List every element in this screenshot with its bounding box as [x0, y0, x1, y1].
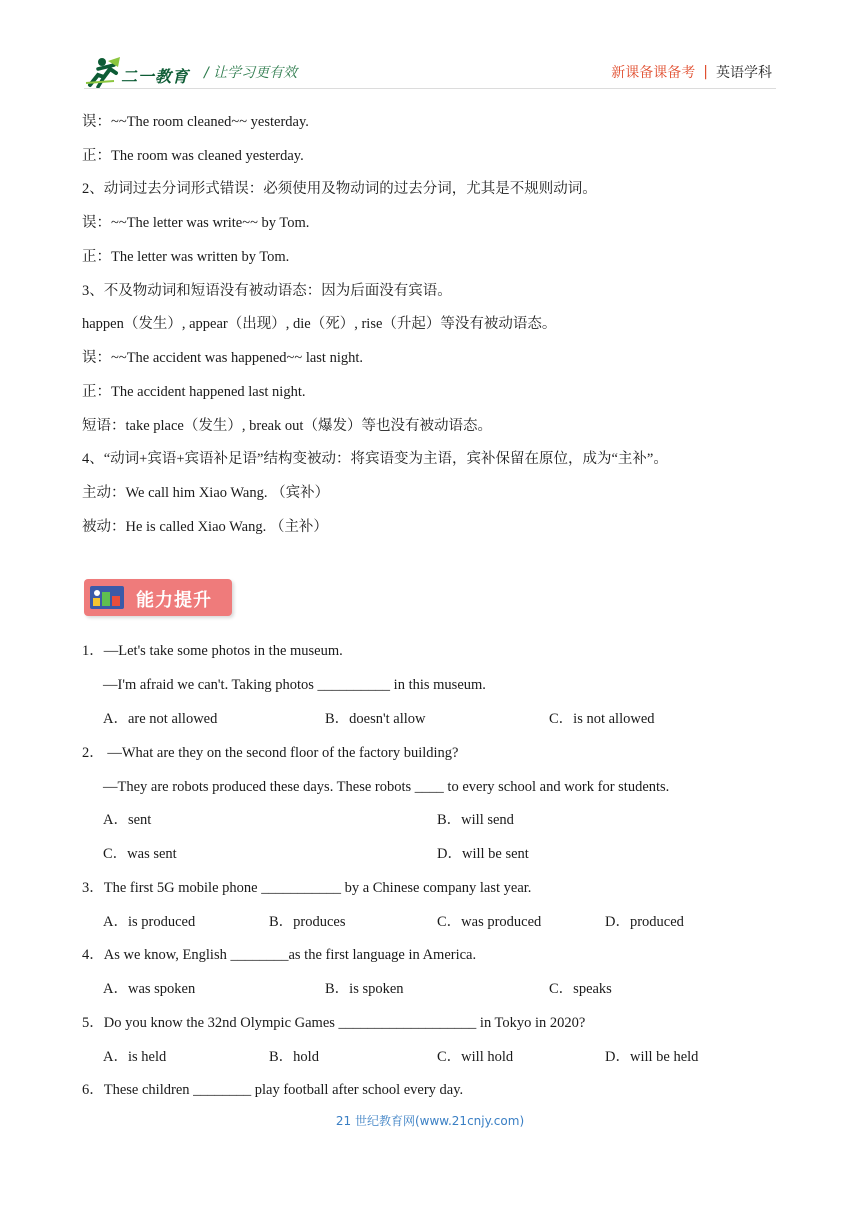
question-4-option-a: A．was spoken — [103, 981, 196, 997]
question-2-option-c: C．was sent — [103, 846, 177, 862]
question-3-stem: 3．The first 5G mobile phone ___________ by a Chinese company last year. — [82, 880, 532, 896]
subject-label: 英语学科 — [716, 65, 772, 81]
header-divider — [84, 88, 776, 89]
question-2-option-d: D．will be sent — [437, 846, 529, 862]
question-4-option-c: C．speaks — [549, 981, 612, 997]
page-header — [0, 0, 860, 100]
note-line: 主动：We call him Xiao Wang. （宾补） — [82, 485, 330, 501]
question-5-option-b: B．hold — [269, 1049, 319, 1065]
note-line: 误：~~The room cleaned~~ yesterday. — [82, 114, 309, 130]
note-line: 正：The accident happened last night. — [82, 384, 306, 400]
question-3-option-a: A．is produced — [103, 914, 196, 930]
question-4-option-b: B．is spoken — [325, 981, 404, 997]
section-banner — [84, 579, 232, 616]
question-2-option-a: A．sent — [103, 812, 152, 828]
note-line: 误：~~The accident was happened~~ last night. — [82, 350, 364, 366]
header-right — [611, 62, 772, 82]
note-line: happen（发生）, appear（出现）, die（死）, rise（升起）等没有被动语态。 — [82, 316, 557, 332]
note-line: 误：~~The letter was write~~ by Tom. — [82, 215, 310, 231]
note-line: 正：The room was cleaned yesterday. — [82, 148, 304, 164]
question-1-option-c: C．is not allowed — [549, 711, 655, 727]
question-5-stem: 5．Do you know the 32nd Olympic Games ___________________ in Tokyo in 2020? — [82, 1015, 586, 1031]
note-line: 3、不及物动词和短语没有被动语态：因为后面没有宾语。 — [82, 283, 452, 299]
question-3-option-b: B．produces — [269, 914, 346, 930]
question-4-stem: 4．As we know, English ________as the first language in America. — [82, 947, 477, 963]
header-separator: | — [703, 64, 708, 80]
question-3-option-d: D．produced — [605, 914, 684, 930]
course-label: 新课备课备考 — [611, 65, 696, 81]
note-line: 短语：take place（发生）, break out（爆发）等也没有被动语态。 — [82, 418, 492, 434]
note-line: 4、“动词+宾语+宾语补足语”结构变被动：将宾语变为主语，宾补保留在原位，成为“主补”。 — [82, 451, 668, 467]
question-5-option-d: D．will be held — [605, 1049, 699, 1065]
question-2-stem: 2． —What are they on the second floor of the factory building? — [82, 745, 459, 761]
question-5-option-c: C．will hold — [437, 1049, 514, 1065]
page-footer: 21 世纪教育网(www.21cnjy.com) — [335, 1114, 525, 1128]
note-line: 被动：He is called Xiao Wang. （主补） — [82, 519, 328, 535]
note-line: 2、动词过去分词形式错误：必须使用及物动词的过去分词，尤其是不规则动词。 — [82, 181, 597, 197]
question-1-option-a: A．are not allowed — [103, 711, 218, 727]
question-2-line: —They are robots produced these days. These robots ____ to every school and work for students. — [103, 779, 670, 795]
question-6-stem: 6．These children ________ play football after school every day. — [82, 1082, 464, 1098]
question-1-stem: 1．—Let's take some photos in the museum. — [82, 643, 343, 659]
slogan: / 让学习更有效 — [204, 65, 298, 81]
question-5-option-a: A．is held — [103, 1049, 167, 1065]
note-line: 正：The letter was written by Tom. — [82, 249, 290, 265]
blocks-icon — [90, 586, 124, 609]
question-3-option-c: C．was produced — [437, 914, 542, 930]
banner-label: 能力提升 — [136, 590, 212, 611]
logo-text: 二一教育 — [121, 67, 190, 86]
question-1-line: —I'm afraid we can't. Taking photos __________ in this museum. — [103, 677, 486, 693]
question-1-option-b: B．doesn't allow — [325, 711, 426, 727]
question-2-option-b: B．will send — [437, 812, 514, 828]
